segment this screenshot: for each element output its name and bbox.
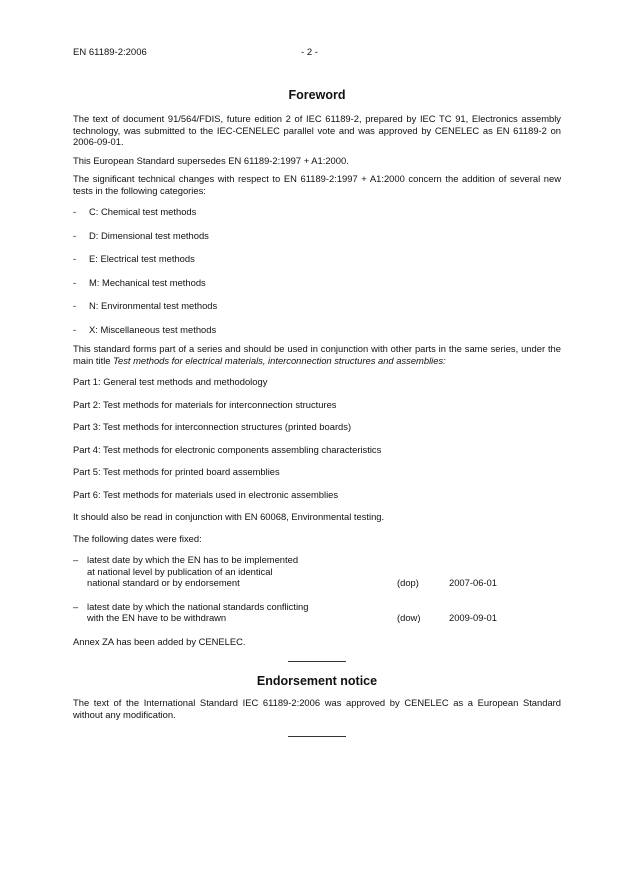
category-label: C: Chemical test methods: [89, 206, 197, 217]
parts-list: [73, 376, 561, 500]
list-item: [73, 206, 561, 218]
list-item: [73, 324, 561, 336]
list-dash: -: [73, 229, 77, 241]
date-line: at national level by publication of an identical: [87, 565, 273, 577]
date-line: latest date by which the EN has to be implemented: [87, 554, 299, 565]
foreword-paragraph-2: This European Standard supersedes EN 61189-2:1997 + A1:2000.: [73, 154, 349, 166]
date-line: national standard or by endorsement: [87, 577, 240, 588]
date-line: latest date by which the national standards conflicting: [87, 600, 309, 612]
foreword-paragraph-3: The significant technical changes with respect to EN 61189-2:1997 + A1:2000 concern the addition of several new tests in the following categories:: [73, 173, 561, 196]
date-row-dow: [73, 601, 561, 624]
list-item: [73, 300, 561, 312]
series-text: This standard forms part of a series and should be used in conjunction with other parts in the same series, under the main title: [73, 343, 561, 366]
foreword-title: Foreword: [288, 88, 346, 102]
endorsement-title: Endorsement notice: [256, 674, 378, 688]
date-value: 2007-06-01: [449, 577, 497, 588]
category-label: D: Dimensional test methods: [89, 229, 209, 241]
date-description: [87, 554, 397, 589]
category-list: [73, 206, 561, 335]
foreword-paragraph-7: Annex ZA has been added by CENELEC.: [73, 635, 246, 647]
date-line: with the EN have to be withdrawn: [87, 612, 227, 623]
category-label: N: Environmental test methods: [89, 300, 218, 311]
category-label: M: Mechanical test methods: [89, 276, 206, 288]
series-paragraph: [73, 343, 561, 366]
endorsement-paragraph: The text of the International Standard IEC 61189-2:2006 was approved by CENELEC as a European Standard without any modification.: [73, 697, 561, 720]
document-body: [73, 88, 561, 737]
date-row-dop: [73, 554, 561, 589]
list-item: [73, 230, 561, 242]
list-item: Part 1: General test methods and methodology: [73, 376, 268, 387]
list-item: Part 6: Test methods for materials used in electronic assemblies: [73, 488, 339, 500]
page-number: - 2 -: [301, 47, 318, 58]
date-code: (dop): [397, 577, 419, 588]
list-item: [73, 277, 561, 289]
date-code: (dow): [397, 612, 421, 623]
category-label: E: Electrical test methods: [89, 253, 195, 264]
list-dash: -: [73, 206, 77, 217]
date-value: 2009-09-01: [449, 612, 497, 623]
list-item: Part 5: Test methods for printed board assemblies: [73, 466, 280, 477]
list-item: [73, 253, 561, 265]
section-divider: [288, 736, 346, 737]
list-dash: -: [73, 323, 77, 335]
list-item: Part 4: Test methods for electronic components assembling characteristics: [73, 443, 382, 455]
list-dash: -: [73, 300, 77, 311]
category-label: X: Miscellaneous test methods: [89, 323, 217, 335]
header-doc-id: EN 61189-2:2006: [73, 47, 147, 58]
list-dash: –: [73, 554, 79, 565]
list-item: Part 2: Test methods for materials for interconnection structures: [73, 398, 337, 410]
list-dash: -: [73, 276, 77, 288]
series-title: Test methods for electrical materials, interconnection structures and assemblies:: [113, 354, 446, 366]
section-divider: [288, 661, 346, 662]
list-dash: -: [73, 253, 77, 264]
list-dash: –: [73, 600, 79, 612]
list-item: Part 3: Test methods for interconnection structures (printed boards): [73, 421, 352, 432]
foreword-paragraph-1: The text of document 91/564/FDIS, future edition 2 of IEC 61189-2, prepared by IEC TC 91, Electronics assembly technology, was submitted to the IEC-CENELEC parallel vote and was approved by CENELEC as EN 61189-2 on 2006-09-01.: [73, 113, 561, 147]
foreword-paragraph-6: The following dates were fixed:: [73, 532, 202, 544]
foreword-paragraph-5: It should also be read in conjunction with EN 60068, Environmental testing.: [73, 511, 385, 522]
date-description: [87, 601, 397, 624]
